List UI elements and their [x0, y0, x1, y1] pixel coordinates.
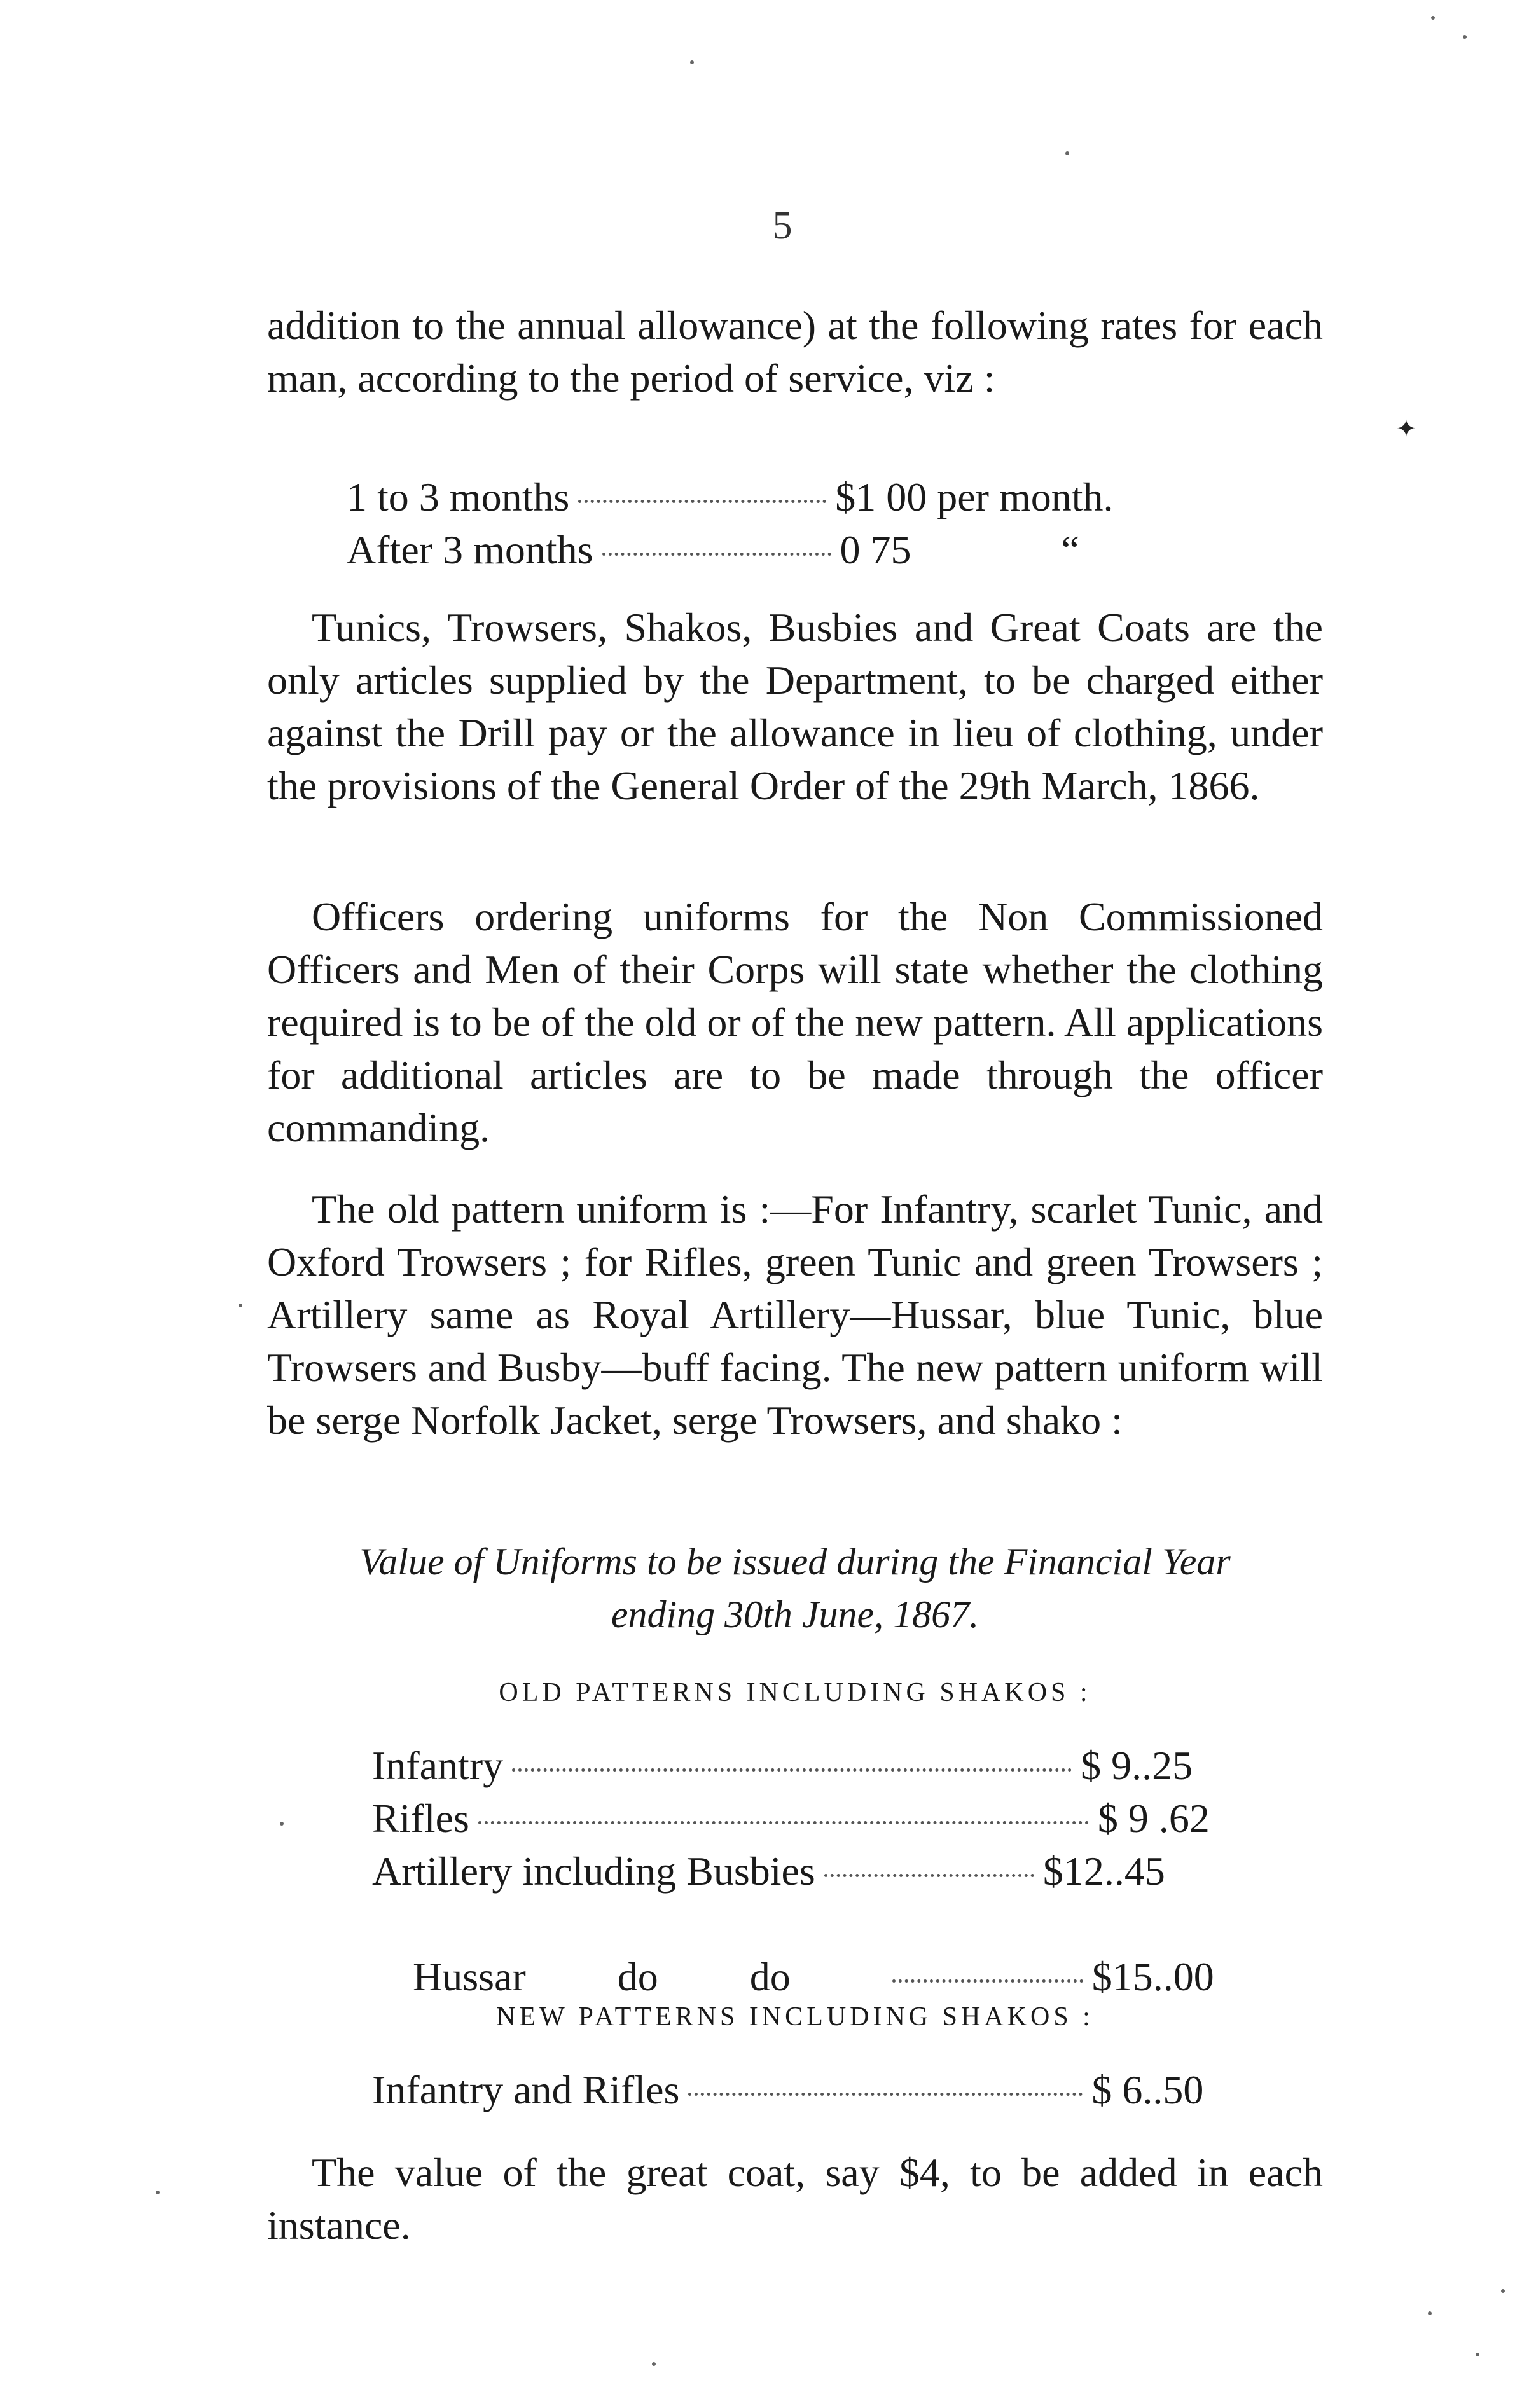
page-number: 5 — [772, 204, 792, 247]
value-label: Hussar do do — [413, 1954, 791, 1999]
value-amount: $15..00 — [1091, 1954, 1214, 1999]
rate-period: After 3 months — [347, 527, 593, 572]
dot-leader — [688, 2093, 1083, 2096]
value-label: Rifles — [372, 1796, 469, 1841]
value-row-infantry-rifles — [372, 2063, 1294, 2116]
scan-speck — [1476, 2353, 1479, 2356]
rate-row-1 — [347, 471, 1313, 523]
paragraph-great-coat: The value of the great coat, say $4, to be added in each instance. — [267, 2150, 1323, 2248]
dot-leader — [824, 1874, 1034, 1877]
new-patterns-heading: NEW PATTERNS INCLUDING SHAKOS : — [496, 2002, 1094, 2032]
value-amount: $12..45 — [1042, 1848, 1165, 1894]
value-label: Infantry and Rifles — [372, 2067, 680, 2112]
scan-speck — [1428, 2311, 1432, 2315]
value-row-infantry — [372, 1739, 1294, 1792]
old-patterns-heading: OLD PATTERNS INCLUDING SHAKOS : — [499, 1678, 1091, 1707]
value-row-artillery — [372, 1845, 1294, 1897]
value-label: Infantry — [372, 1743, 504, 1788]
rate-period: 1 to 3 months — [347, 474, 570, 519]
rate-amount: 0 75 — [840, 527, 911, 572]
rate-unit: per month. — [937, 474, 1114, 519]
scan-speck — [280, 1822, 284, 1826]
paragraph-patterns: The old pattern uniform is :—For Infantry, scarlet Tunic, and Oxford Trowsers ; for Rifles, green Tunic and green Trowsers ; Artillery same as Royal Artillery—Hussar, blue Tunic, blue Trowsers and Busby—buff facing. The new pattern uniform will be serge Norfolk Jacket, serge Trowsers, and shako : — [267, 1187, 1323, 1443]
ditto-mark: “ — [1061, 527, 1079, 572]
paragraph-ordering: Officers ordering uniforms for the Non Commissioned Officers and Men of their Corps will state whether the clothing required is to be of the old or of the new pattern. All applications for additional articles are to be made through the officer commanding. — [267, 894, 1323, 1150]
paragraph-articles: Tunics, Trowsers, Shakos, Busbies and Great Coats are the only articles supplied by the Department, to be charged either against the Drill pay or the allowance in lieu of clothing, under the provisions of the General Order of the 29th March, 1866. — [267, 605, 1323, 808]
dot-leader — [578, 500, 826, 503]
scan-speck — [156, 2191, 160, 2194]
dot-leader — [478, 1821, 1089, 1824]
value-label: Artillery including Busbies — [372, 1848, 815, 1894]
table-caption-line-1: Value of Uniforms to be issued during the Financial Year — [359, 1541, 1231, 1583]
dot-leader — [602, 553, 831, 556]
rate-amount: $1 00 — [835, 474, 927, 519]
value-amount: $ 9 .62 — [1097, 1796, 1210, 1841]
value-amount: $ 6..50 — [1091, 2067, 1204, 2112]
scan-speck — [1065, 151, 1069, 155]
dot-leader — [892, 1979, 1083, 1983]
value-row-rifles — [372, 1792, 1294, 1845]
dot-leader — [512, 1768, 1072, 1772]
value-amount: $ 9..25 — [1081, 1743, 1193, 1788]
scan-speck — [1501, 2289, 1505, 2293]
scan-speck — [690, 60, 694, 64]
paragraph-allowance: addition to the annual allowance) at the following rates for each man, according to the period of service, viz : — [267, 303, 1323, 401]
margin-mark: ✦ — [1396, 416, 1416, 443]
scan-speck — [1431, 16, 1435, 20]
scan-speck — [239, 1304, 242, 1307]
scan-speck — [1463, 35, 1467, 39]
rate-row-2 — [347, 523, 1313, 576]
table-caption-line-2: ending 30th June, 1867. — [611, 1593, 979, 1635]
scan-speck — [652, 2362, 656, 2366]
